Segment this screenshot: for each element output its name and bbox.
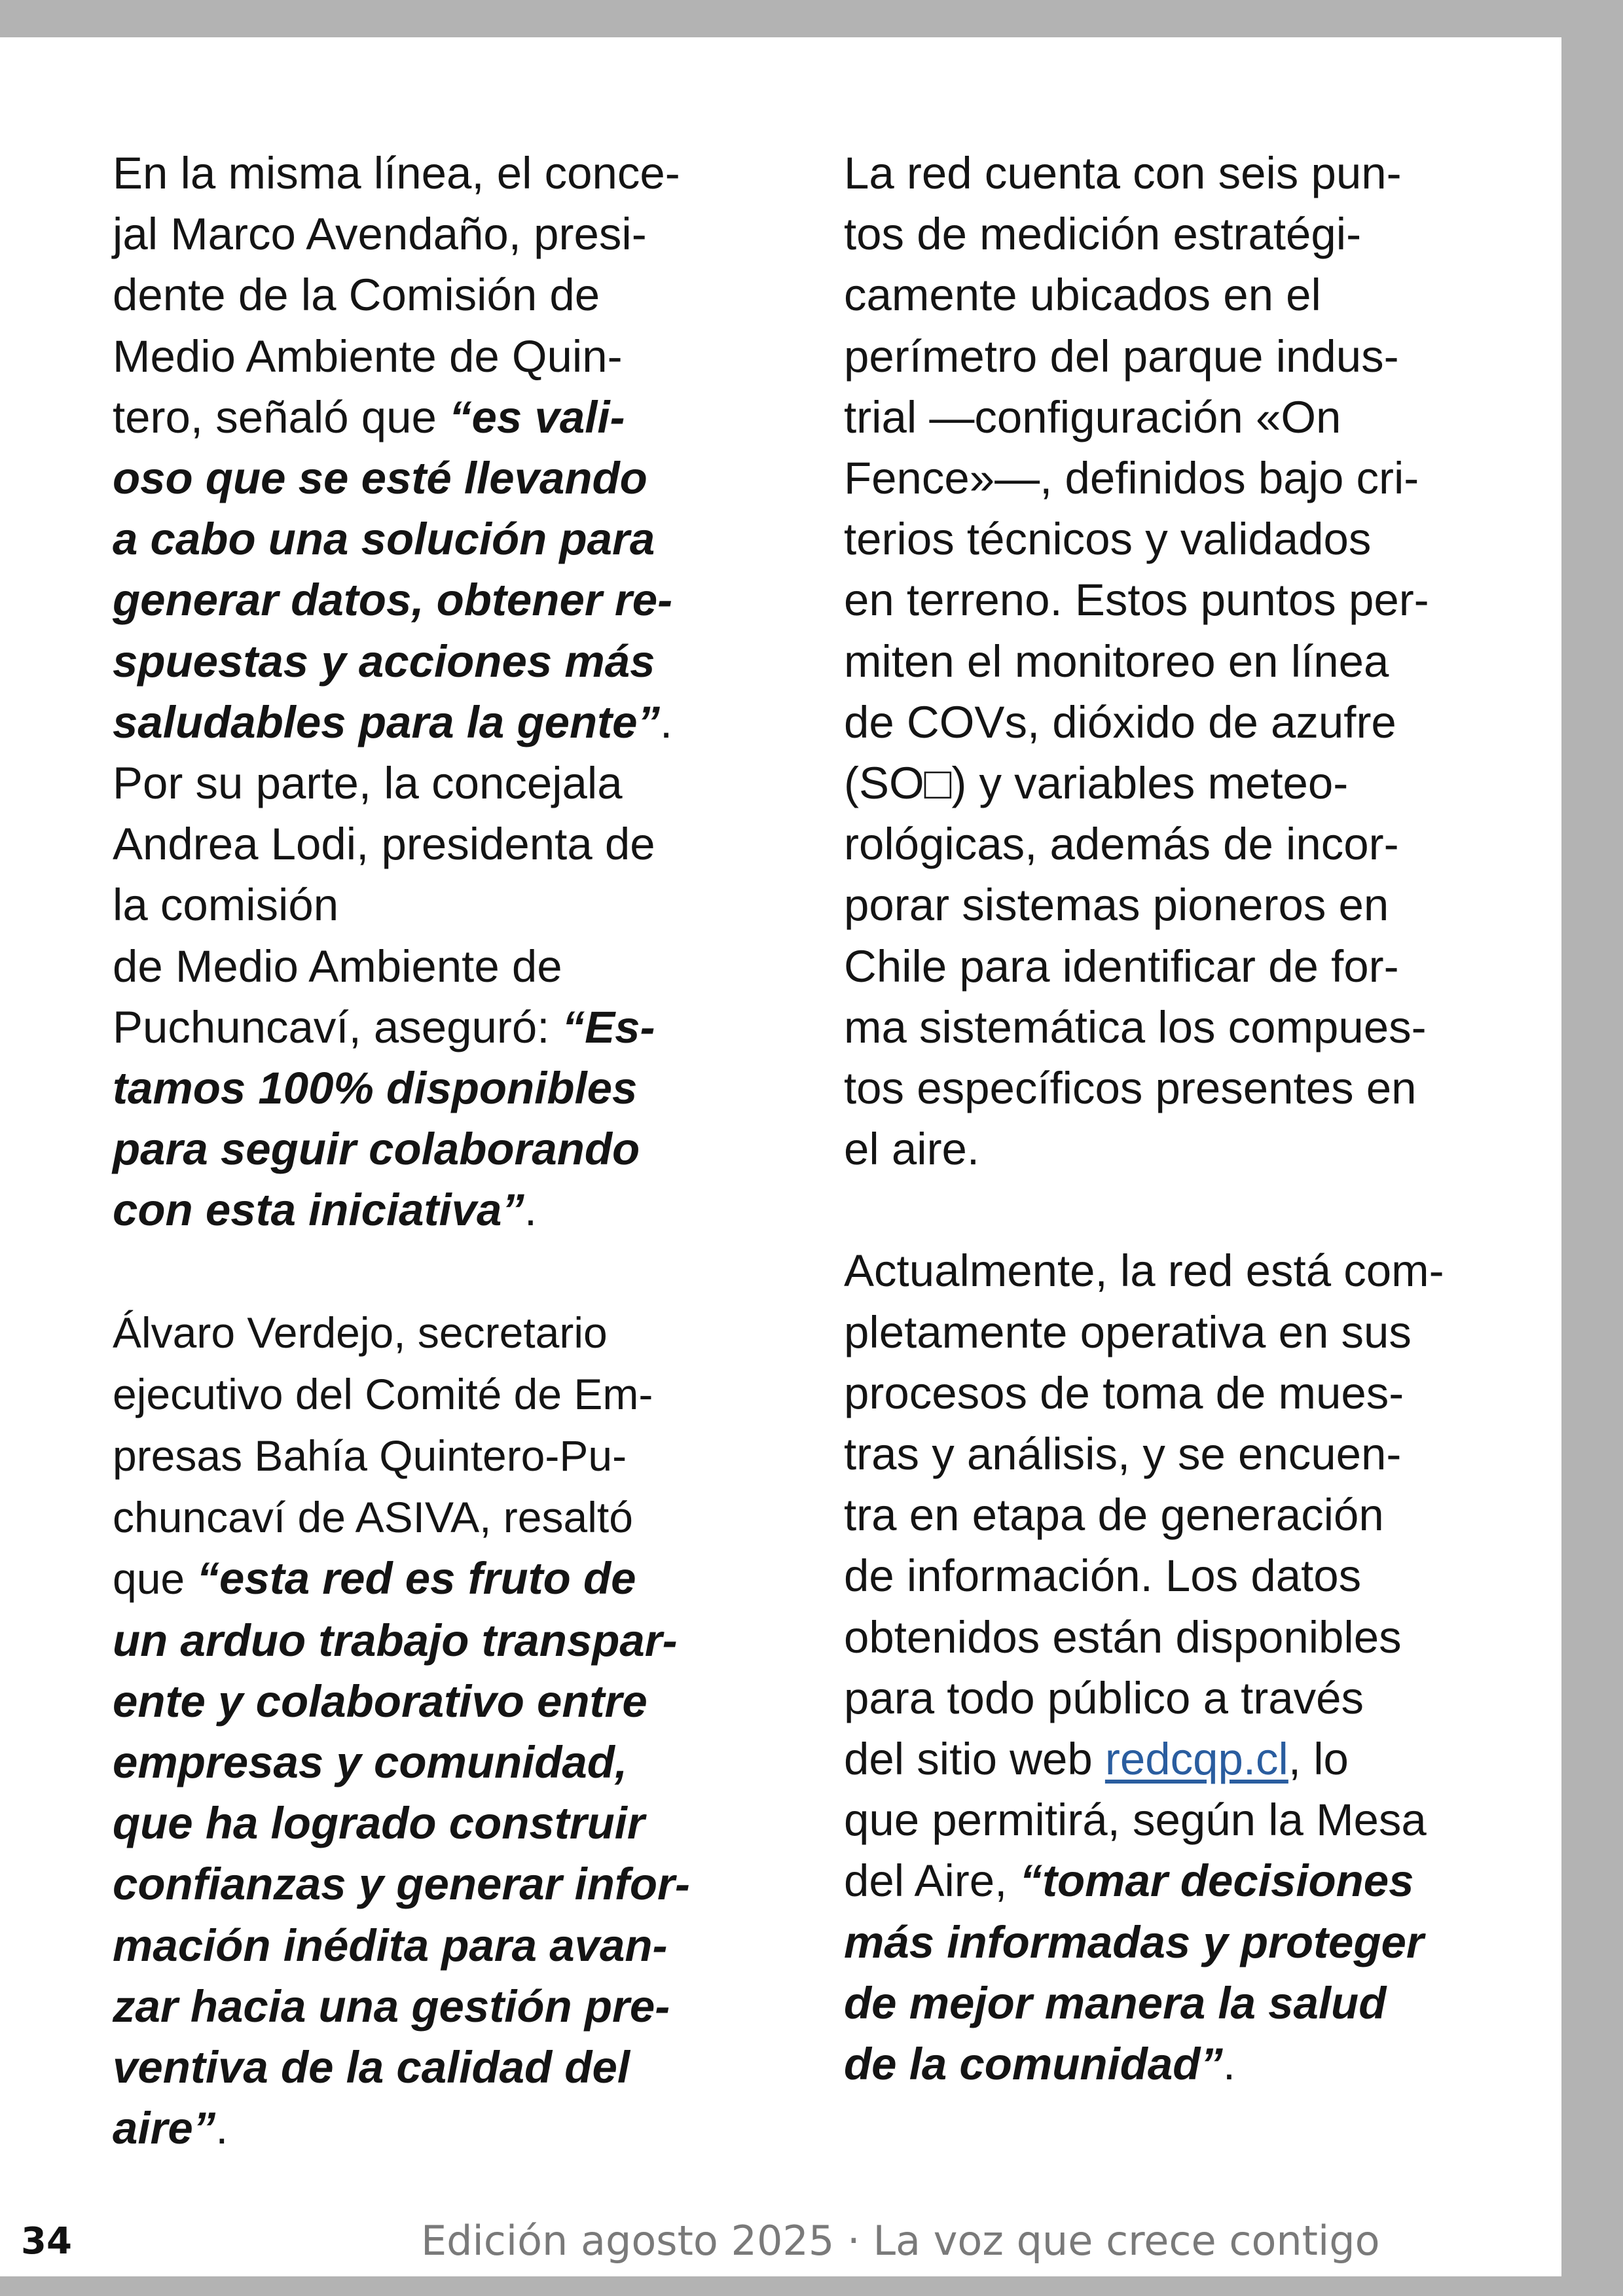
left-column [113,143,793,2159]
text-line: . [215,2103,228,2154]
quote-text: generar datos, obtener re- [113,575,673,626]
text-line: procesos de toma de mues- [844,1367,1404,1418]
website-link[interactable]: redcqp.cl [1104,1734,1288,1785]
text-line: la comisión [113,880,339,931]
text-line: terios técnicos y validados [844,514,1372,565]
text-line: Actualmente, la red está com- [844,1246,1444,1297]
text-line: ma sistemática los compues- [844,1001,1427,1052]
text-line: . [660,696,673,747]
text-line: que [113,1554,197,1604]
text-line: porar sistemas pioneros en [844,880,1389,931]
quote-text: un arduo trabajo transpar- [113,1615,678,1666]
paragraph-network-description [844,143,1538,1179]
quote-text: ente y colaborativo entre [113,1676,647,1727]
magazine-page [0,37,1561,2276]
quote-text: de la comunidad” [844,2039,1223,2090]
quote-text: con esta iniciativa” [113,1185,524,1236]
quote-text: “esta red es fruto de [196,1553,636,1604]
text-line: obtenidos están disponibles [844,1611,1402,1662]
text-line: Fence»—, definidos bajo cri- [844,453,1419,504]
quote-text: confianzas y generar infor- [113,1859,690,1910]
text-line: , lo [1288,1734,1349,1785]
text-line: trial —configuración «On [844,391,1341,442]
quote-text: “es vali- [449,391,625,442]
paragraph-spacer [844,1179,1538,1240]
text-line: Puchuncaví, aseguró: [113,1001,562,1052]
text-line: del sitio web [844,1734,1105,1785]
text-line: de COVs, dióxido de azufre [844,696,1396,747]
text-line: Chile para identificar de for- [844,941,1399,992]
paragraph-avendano [113,143,793,753]
quote-text: mación inédita para avan- [113,1920,668,1971]
right-column [844,143,1538,2094]
text-line: para todo público a través [844,1672,1364,1723]
quote-text: a cabo una solución para [113,514,655,565]
text-line: (SO□) y variables meteo- [844,758,1349,809]
text-line: tos específicos presentes en [844,1063,1417,1114]
quote-text: “Es- [562,1001,655,1052]
quote-text: más informadas y proteger [844,1916,1424,1967]
text-line: el aire. [844,1124,980,1175]
text-line: en terreno. Estos puntos per- [844,575,1429,626]
text-line: ejecutivo del Comité de Em- [113,1369,653,1418]
text-line: tero, señaló que [113,391,450,442]
text-line: del Aire, [844,1856,1020,1907]
text-line: de información. Los datos [844,1551,1362,1602]
text-line: jal Marco Avendaño, presi- [113,209,647,260]
text-line: de Medio Ambiente de [113,941,562,992]
text-line: que permitirá, según la Mesa [844,1795,1427,1846]
text-line: dente de la Comisión de [113,270,600,321]
text-line: tras y análisis, y se encuen- [844,1429,1402,1480]
text-line: En la misma línea, el conce- [113,148,680,198]
text-line: tos de medición estratégi- [844,209,1362,260]
quote-text: aire” [113,2103,216,2154]
paragraph-lodi [113,753,793,1241]
text-line: Andrea Lodi, presidenta de [113,819,655,870]
quote-text: que ha logrado construir [113,1798,645,1849]
page-number: 34 [21,2220,72,2263]
quote-text: “tomar decisiones [1019,1856,1414,1907]
text-line: pletamente operativa en sus [844,1306,1412,1357]
text-line: . [1222,2039,1236,2090]
quote-text: zar hacia una gestión pre- [113,1981,670,2032]
quote-text: tamos 100% disponibles [113,1063,638,1114]
text-line: rológicas, además de incor- [844,819,1399,870]
footer-edition-text: Edición agosto 2025 · La voz que crece contigo [421,2217,1380,2265]
text-line: Álvaro Verdejo, secretario [113,1308,608,1357]
quote-text: spuestas y acciones más [113,636,655,687]
text-line: chuncaví de ASIVA, resaltó [113,1493,633,1542]
paragraph-network-status [844,1240,1538,2094]
quote-text: empresas y comunidad, [113,1737,628,1788]
quote-text: de mejor manera la salud [844,1977,1387,2028]
paragraph-spacer [113,1241,793,1302]
quote-text: para seguir colaborando [113,1124,640,1175]
text-line: . [524,1185,538,1236]
quote-text: oso que se esté llevando [113,453,647,504]
quote-text: saludables para la gente” [113,696,660,747]
paragraph-verdejo [113,1302,793,2159]
text-line: La red cuenta con seis pun- [844,148,1402,198]
text-line: camente ubicados en el [844,270,1321,321]
text-line: Medio Ambiente de Quin- [113,331,623,382]
text-line: miten el monitoreo en línea [844,636,1389,687]
quote-text: ventiva de la calidad del [113,2042,630,2093]
text-line: Por su parte, la concejala [113,758,623,809]
text-line: perímetro del parque indus- [844,331,1399,382]
text-line: tra en etapa de generación [844,1490,1384,1541]
text-line: presas Bahía Quintero-Pu- [113,1431,627,1480]
